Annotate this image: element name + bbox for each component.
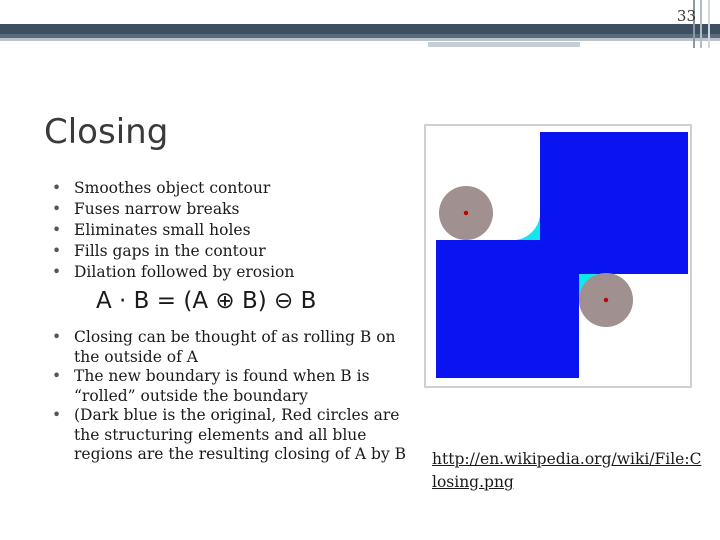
original-shape-a	[436, 240, 579, 378]
bullet-item: • Fuses narrow breaks	[52, 199, 294, 220]
closing-illustration	[424, 124, 692, 388]
bullet-item: • Fills gaps in the contour	[52, 241, 294, 262]
explanation-list	[52, 328, 422, 465]
bullet-item: • Closing can be thought of as rolling B on the outside of A	[52, 328, 422, 367]
bullet-item: • Dilation followed by erosion	[52, 262, 294, 283]
bullet-item: • (Dark blue is the original, Red circles are the structuring elements and all blue regions are the resulting closing of A by B	[52, 406, 422, 465]
structuring-element-center	[464, 211, 468, 215]
bullet-item: • Smoothes object contour	[52, 178, 294, 199]
structuring-element-center	[604, 298, 608, 302]
closing-formula: A · B = (A ⊕ B) ⊖ B	[96, 288, 317, 314]
bullet-list	[52, 178, 294, 283]
bullet-item: • The new boundary is found when B is “rolled” outside the boundary	[52, 367, 422, 406]
header-bar	[0, 0, 720, 48]
slide-title: Closing	[44, 112, 169, 152]
slide-number: 33	[676, 7, 696, 25]
bullet-item: • Eliminates small holes	[52, 220, 294, 241]
source-link[interactable]: http://en.wikipedia.org/wiki/File:Closing.png	[432, 450, 702, 491]
